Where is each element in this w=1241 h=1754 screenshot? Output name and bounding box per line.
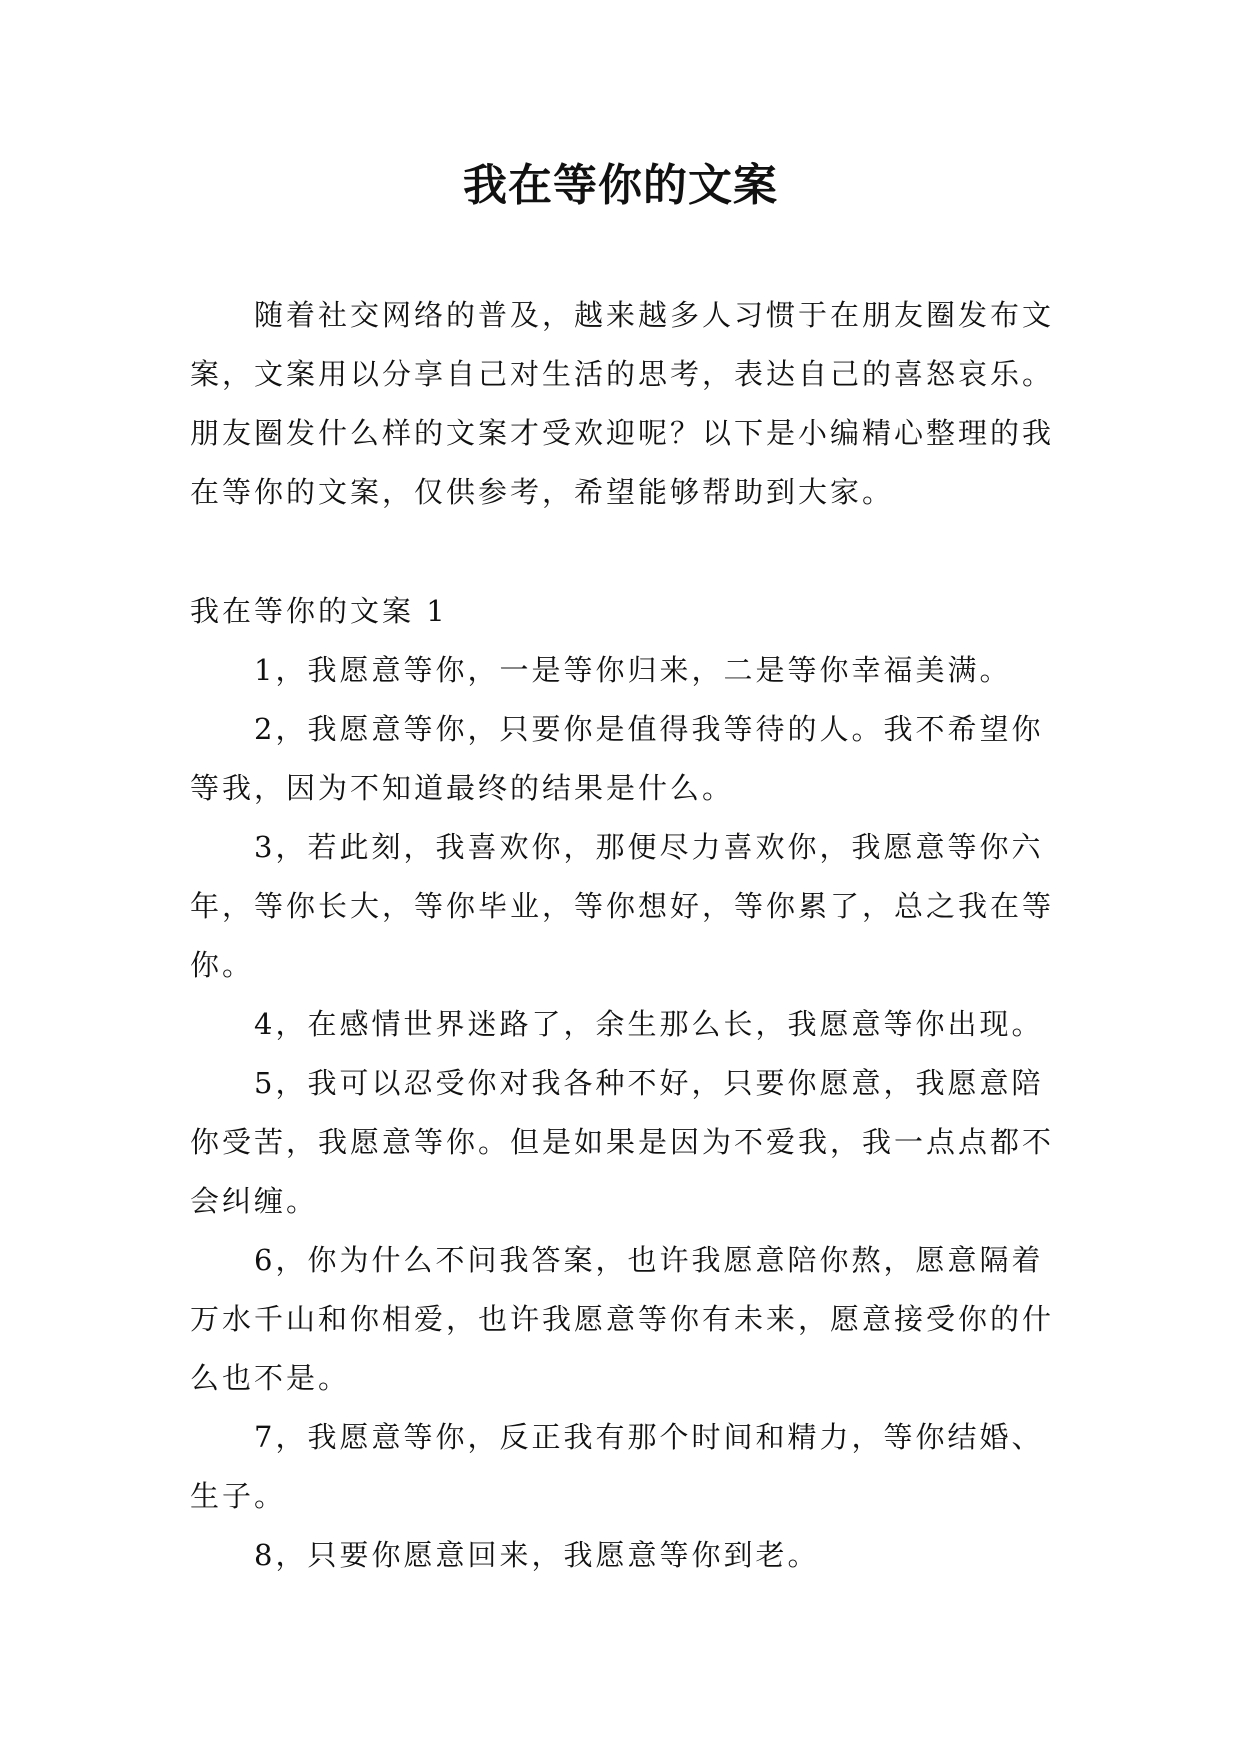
list-item: 6，你为什么不问我答案，也许我愿意陪你熬，愿意隔着万水千山和你相爱，也许我愿意等你有未来，愿意接受你的什么也不是。 bbox=[190, 1243, 1055, 1395]
section-heading: 我在等你的文案 1 bbox=[190, 594, 448, 628]
list-item: 3，若此刻，我喜欢你，那便尽力喜欢你，我愿意等你六年，等你长大，等你毕业，等你想好，等你累了，总之我在等你。 bbox=[190, 830, 1055, 982]
document-title: 我在等你的文案 bbox=[463, 160, 778, 211]
list-item: 4，在感情世界迷路了，余生那么长，我愿意等你出现。 bbox=[254, 1007, 1044, 1041]
list-item: 2，我愿意等你，只要你是值得我等待的人。我不希望你等我，因为不知道最终的结果是什么。 bbox=[190, 712, 1044, 805]
list-item: 8，只要你愿意回来，我愿意等你到老。 bbox=[254, 1538, 820, 1572]
intro-paragraph: 随着社交网络的普及，越来越多人习惯于在朋友圈发布文案，文案用以分享自己对生活的思考，表达自己的喜怒哀乐。朋友圈发什么样的文案才受欢迎呢？以下是小编精心整理的我在等你的文案，仅供参考，希望能够帮助到大家。 bbox=[190, 298, 1055, 509]
list-item: 1，我愿意等你，一是等你归来，二是等你幸福美满。 bbox=[254, 653, 1012, 687]
list-item: 5，我可以忍受你对我各种不好，只要你愿意，我愿意陪你受苦，我愿意等你。但是如果是因为不爱我，我一点点都不会纠缠。 bbox=[190, 1066, 1055, 1218]
list-item: 7，我愿意等你，反正我有那个时间和精力，等你结婚、生子。 bbox=[190, 1420, 1044, 1513]
document-body bbox=[190, 286, 1054, 1585]
